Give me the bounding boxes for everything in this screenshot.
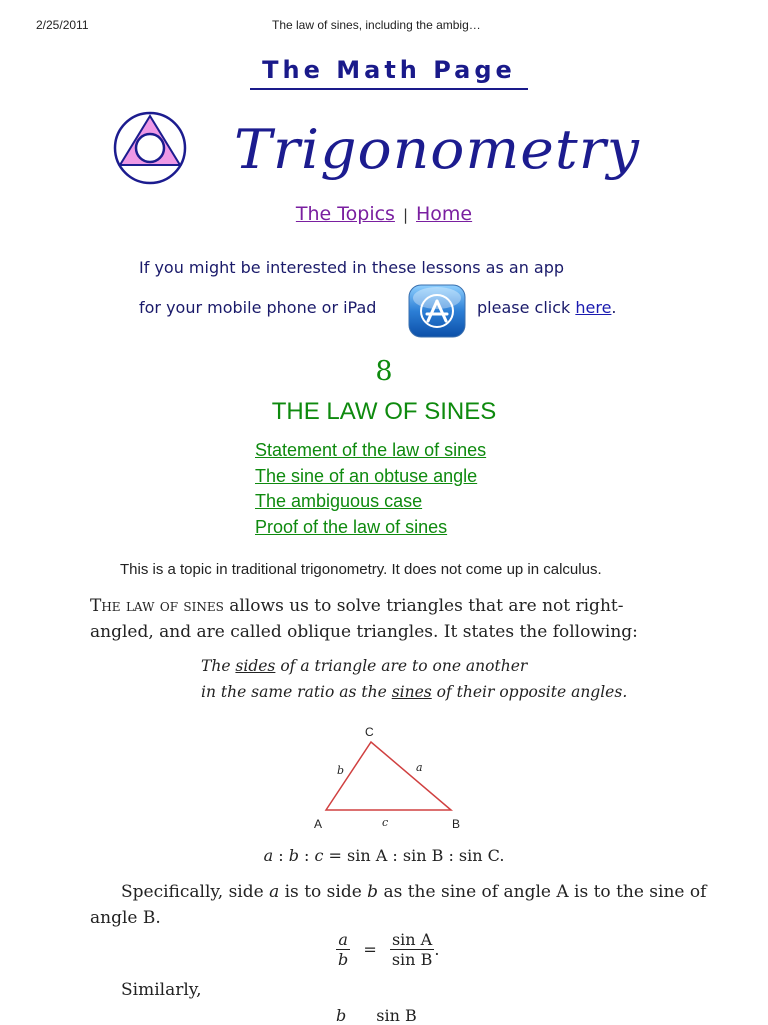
chapter-title: THE LAW OF SINES bbox=[271, 398, 497, 425]
app-promo-line1: If you might be interested in these lessons as an app bbox=[139, 258, 565, 277]
ratio-c: c bbox=[314, 846, 324, 865]
statement-text: of their opposite angles. bbox=[431, 683, 628, 701]
equals-sign: = bbox=[363, 940, 377, 959]
side-b-label: b bbox=[337, 764, 345, 777]
ratio-a: a bbox=[263, 846, 274, 865]
frac-num-sina: sin A bbox=[390, 930, 434, 950]
fraction-right bbox=[390, 930, 434, 969]
ratio-sep: : bbox=[273, 846, 289, 865]
vertex-b-label: B bbox=[452, 817, 461, 831]
frac-period: . bbox=[434, 940, 440, 959]
app-promo-line2: for your mobile phone or iPad bbox=[139, 298, 377, 317]
topic-nav bbox=[0, 203, 768, 225]
triangle-diagram bbox=[306, 720, 476, 836]
statement-text: in the same ratio as the bbox=[201, 683, 392, 701]
vertex-a-label: A bbox=[314, 817, 323, 831]
circle-triangle-logo-icon bbox=[112, 110, 188, 186]
sine-ratio bbox=[0, 846, 768, 865]
spec-text: as the sine of angle A is to the sine of bbox=[378, 882, 707, 902]
topic-note: This is a topic in traditional trigonometry. It does not come up in calculus. bbox=[120, 561, 602, 578]
fraction-equation-2 bbox=[336, 1006, 417, 1025]
home-link[interactable]: Home bbox=[416, 203, 473, 225]
spec-b: b bbox=[367, 882, 379, 902]
triangle-shape bbox=[326, 742, 451, 810]
print-date: 2/25/2011 bbox=[36, 18, 89, 32]
chapter-number: 8 bbox=[375, 356, 393, 387]
click-period: . bbox=[611, 298, 617, 317]
sines-word: sines bbox=[391, 683, 432, 701]
ratio-b: b bbox=[288, 846, 299, 865]
toc-link-statement[interactable]: Statement of the law of sines bbox=[255, 440, 487, 460]
side-a-label: a bbox=[416, 761, 423, 774]
spec-a: a bbox=[269, 882, 280, 902]
ratio-rest: = sin A : sin B : sin C. bbox=[323, 846, 505, 865]
toc-link-ambiguous-case[interactable]: The ambiguous case bbox=[255, 491, 423, 511]
topics-link[interactable]: The Topics bbox=[295, 203, 395, 225]
print-page-title: The law of sines, including the ambig… bbox=[272, 18, 481, 32]
app-promo-click bbox=[477, 298, 617, 317]
fraction-left bbox=[336, 930, 350, 969]
subject-title: Trigonometry bbox=[234, 118, 640, 181]
statement-text: The bbox=[201, 657, 236, 675]
ratio-sep: : bbox=[298, 846, 315, 865]
site-title[interactable]: The Math Page bbox=[250, 56, 528, 90]
intro-line1-text: allows us to solve triangles that are not right- bbox=[223, 596, 624, 616]
specifically-line2: angle B. bbox=[90, 908, 161, 928]
similarly-text: Similarly, bbox=[121, 980, 202, 1000]
table-of-contents bbox=[255, 438, 486, 540]
frac-den-b: b bbox=[338, 950, 349, 969]
here-link[interactable]: here bbox=[575, 298, 612, 317]
click-text: please click bbox=[477, 298, 576, 317]
specifically-line1 bbox=[121, 882, 706, 902]
spec-text: is to side bbox=[279, 882, 368, 902]
frac2-num-sinb: sin B bbox=[376, 1006, 417, 1025]
toc-link-obtuse-angle[interactable]: The sine of an obtuse angle bbox=[255, 465, 478, 486]
statement-line2 bbox=[201, 683, 627, 701]
statement-line1 bbox=[201, 657, 527, 675]
intro-line2: angled, and are called oblique triangles. It states the following: bbox=[90, 622, 638, 642]
intro-line1 bbox=[90, 596, 623, 616]
toc-link-proof[interactable]: Proof of the law of sines bbox=[255, 516, 448, 537]
spec-text: Specifically, side bbox=[121, 882, 270, 902]
frac-num-a: a bbox=[336, 930, 350, 950]
law-of-sines-lead: The law of sines bbox=[90, 596, 224, 616]
frac-den-sinb: sin B bbox=[391, 950, 433, 969]
fraction-equation-1 bbox=[336, 930, 439, 969]
sides-word: sides bbox=[235, 657, 276, 675]
nav-separator: | bbox=[402, 206, 409, 224]
app-store-icon[interactable] bbox=[406, 283, 468, 339]
frac2-num-b: b bbox=[336, 1006, 347, 1025]
side-c-label: c bbox=[382, 816, 389, 829]
statement-text: of a triangle are to one another bbox=[275, 657, 528, 675]
vertex-c-label: C bbox=[365, 725, 374, 739]
